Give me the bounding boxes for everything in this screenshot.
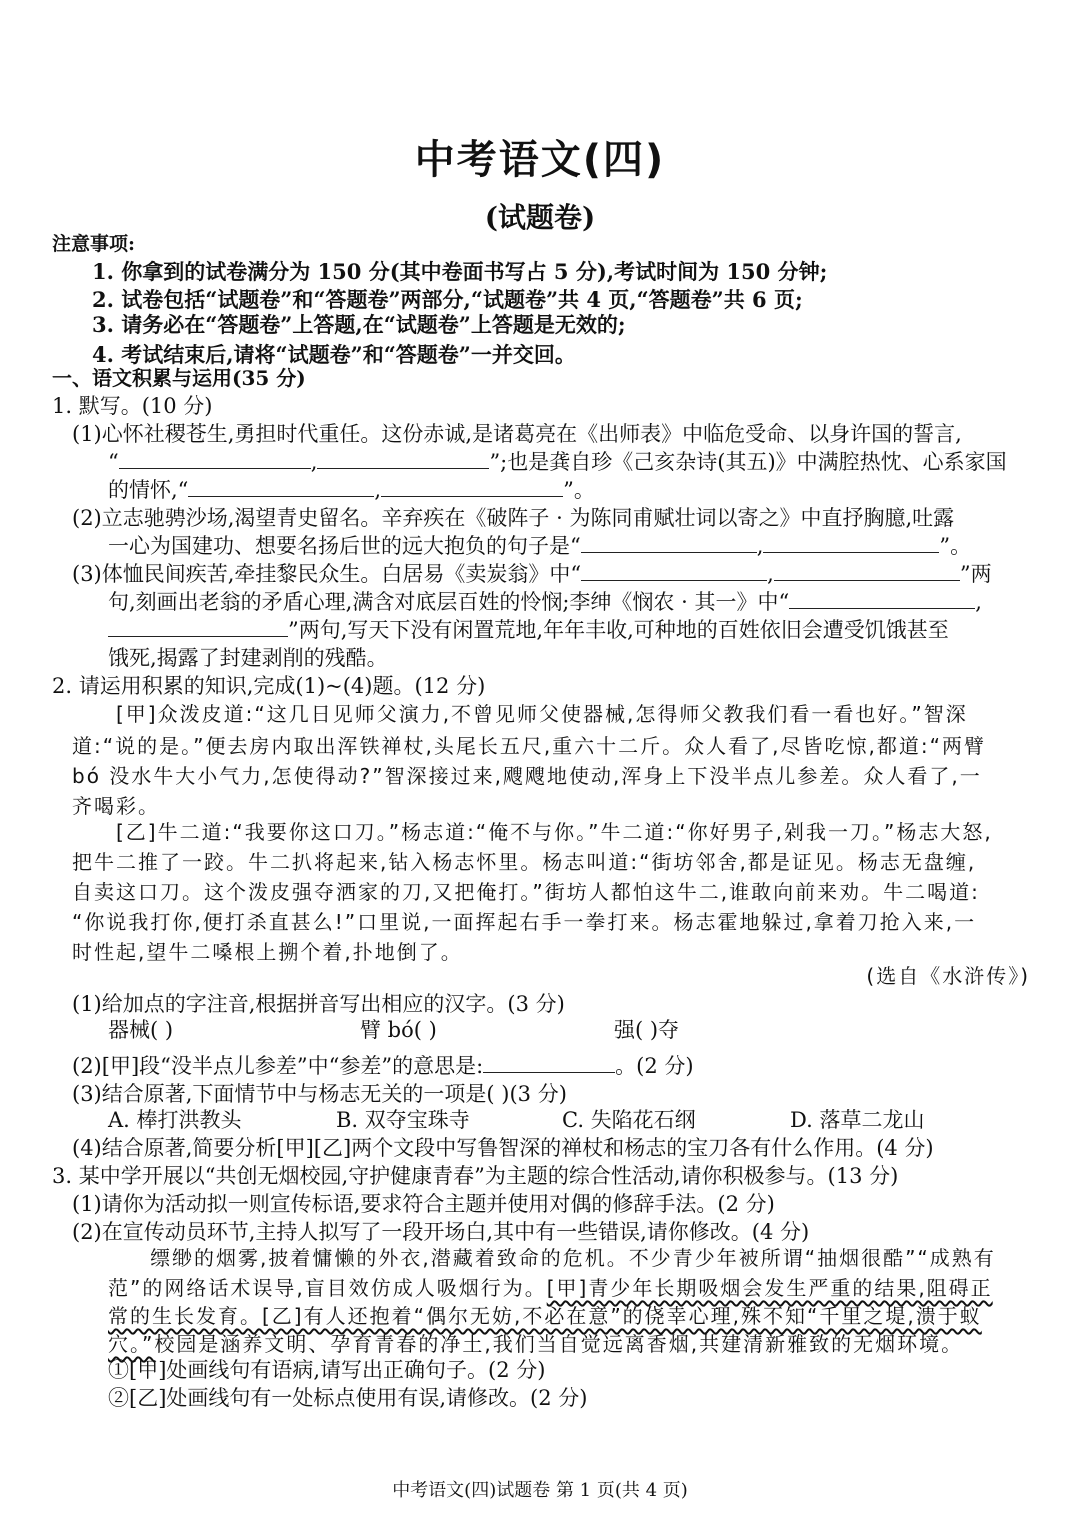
underlined-sentence-yi: [乙]有人还抱着“偶尔无妨,不必在意”的侥幸心理,殊不知“千里之堤,溃于蚁 <box>262 1304 982 1328</box>
q3-paragraph-line1: 缥缈的烟雾,披着慵懒的外衣,潜藏着致命的危机。不少青少年被所谓“抽烟很酷”“成熟有 <box>150 1246 996 1270</box>
q2-source: (选自《水浒传》) <box>866 964 1030 988</box>
section-1-heading: 一、语文积累与运用(35 分) <box>52 366 306 390</box>
q2-jia-line3: bó 没水牛大小气力,怎使得动?”智深接过来,飕飕地使动,浑身上下没半点儿参差。众人看了,一 <box>72 764 982 788</box>
answer-blank[interactable] <box>317 448 489 469</box>
answer-blank[interactable] <box>789 588 975 609</box>
q2-sub1-item-a[interactable]: 器械( ) <box>108 1018 174 1042</box>
q2-sub1-item-c[interactable]: 强( )夺 <box>614 1018 680 1042</box>
q2-jia-line1: [甲]众泼皮道:“这几日见师父演力,不曾见师父使器械,怎得师父教我们看一看也好。”智深 <box>116 702 968 726</box>
answer-blank[interactable] <box>581 560 767 581</box>
answer-blank[interactable] <box>108 616 288 637</box>
q1-part3-line2: 句,刻画出老翁的矛盾心理,满含对底层百姓的怜悯;李绅《悯农 · 其一》中“ , <box>108 590 982 614</box>
answer-blank[interactable] <box>119 448 311 469</box>
q2-sub3: (3)结合原著,下面情节中与杨志无关的一项是( )(3 分) <box>72 1082 567 1106</box>
q2-yi-line3: 自卖这口刀。这个泼皮强夺洒家的刀,又把俺打。”街坊人都怕这牛二,谁敢向前来劝。牛二喝道: <box>72 880 980 904</box>
notice-item-2: 2. 试卷包括“试题卷”和“答题卷”两部分,“试题卷”共 4 页,“答题卷”共 6 页; <box>92 287 803 312</box>
page-title: 中考语文(四) <box>414 137 666 183</box>
q2-sub2: (2)[甲]段“没半点儿参差”中“参差”的意思是: 。(2 分) <box>72 1054 694 1078</box>
q3-paragraph-line3 <box>108 1302 982 1330</box>
option-a[interactable]: A. 棒打洪教头 <box>108 1108 242 1132</box>
q1-stem: 1. 默写。(10 分) <box>52 394 213 418</box>
answer-blank[interactable] <box>483 1052 615 1073</box>
q1-part3-line1: (3)体恤民间疾苦,牵挂黎民众生。白居易《卖炭翁》中“ , ”两 <box>72 562 992 586</box>
q1-part3-line4: 饿死,揭露了封建剥削的残酷。 <box>108 646 388 670</box>
q1-part1-line1: (1)心怀社稷苍生,勇担时代重任。这份赤诚,是诸葛亮在《出师表》中临危受命、以身许国的誓言, <box>72 422 962 446</box>
q3-paragraph-line4: 穴。”校园是涵养文明、孕育青春的净土,我们当自觉远离香烟,共建清新雅致的无烟环境。 <box>108 1332 964 1356</box>
q2-yi-line4: “你说我打你,便打杀直甚么!”口里说,一面挥起右手一拳打来。杨志霍地躲过,拿着刀抢入来,一 <box>72 910 977 934</box>
option-b[interactable]: B. 双夺宝珠寺 <box>336 1108 470 1132</box>
page-footer: 中考语文(四)试题卷 第 1 页(共 4 页) <box>392 1480 688 1501</box>
option-d[interactable]: D. 落草二龙山 <box>790 1108 925 1132</box>
notice-item-1: 1. 你拿到的试卷满分为 150 分(其中卷面书写占 5 分),考试时间为 150 分钟; <box>92 259 828 284</box>
q2-sub1: (1)给加点的字注音,根据拼音写出相应的汉字。(3 分) <box>72 992 565 1016</box>
underlined-sentence-jia-end: 常的生长发育。 <box>108 1304 262 1328</box>
underlined-sentence-yi-end: 穴。” <box>108 1332 155 1356</box>
q3-sub1: (1)请你为活动拟一则宣传标语,要求符合主题并使用对偶的修辞手法。(2 分) <box>72 1192 775 1216</box>
q2-jia-line4: 齐喝彩。 <box>72 794 160 818</box>
q1-part1-line3: 的情怀,“ , ”。 <box>108 478 595 502</box>
notice-item-3: 3. 请务必在“答题卷”上答题,在“试题卷”上答题是无效的; <box>92 312 626 337</box>
q2-sub1-item-b[interactable]: 臂 bó( ) <box>360 1018 437 1042</box>
q2-yi-line5: 时性起,望牛二嗓根上搠个着,扑地倒了。 <box>72 940 463 964</box>
q3-stem: 3. 某中学开展以“共创无烟校园,守护健康青春”为主题的综合性活动,请你积极参与。(13 分) <box>52 1164 899 1188</box>
q2-yi-line1: [乙]牛二道:“我要你这口刀。”杨志道:“俺不与你。”牛二道:“你好男子,剁我一刀。”杨志大怒, <box>116 820 993 844</box>
q1-part2-line2: 一心为国建功、想要名扬后世的远大抱负的句子是“ , ”。 <box>108 534 972 558</box>
page-subtitle: (试题卷) <box>484 201 596 234</box>
answer-blank[interactable] <box>381 476 563 497</box>
q1-part2-line1: (2)立志驰骋沙场,渴望青史留名。辛弃疾在《破阵子 · 为陈同甫赋壮词以寄之》中直抒胸臆,吐露 <box>72 506 955 530</box>
answer-blank[interactable] <box>581 532 757 553</box>
underlined-sentence-jia: [甲]青少年长期吸烟会发生严重的结果,阻碍正 <box>546 1276 993 1300</box>
q3-sub2: (2)在宣传动员环节,主持人拟写了一段开场白,其中有一些错误,请你修改。(4 分) <box>72 1220 810 1244</box>
option-c[interactable]: C. 失陷花石纲 <box>562 1108 696 1132</box>
q3-paragraph-line2: 范”的网络话术误导,盲目效仿成人吸烟行为。[甲]青少年长期吸烟会发生严重的结果,阻碍正 <box>108 1276 993 1300</box>
q3-sub2-item2: ②[乙]处画线句有一处标点使用有误,请修改。(2 分) <box>108 1386 588 1410</box>
notice-item-4: 4. 考试结束后,请将“试题卷”和“答题卷”一并交回。 <box>92 342 576 367</box>
q1-part1-line2: “ , ”;也是龚自珍《己亥杂诗(其五)》中满腔热忱、心系家国 <box>108 450 1007 474</box>
answer-blank[interactable] <box>188 476 374 497</box>
q1-part3-line3: ”两句,写天下没有闲置荒地,年年丰收,可种地的百姓依旧会遭受饥饿甚至 <box>108 616 949 644</box>
q2-sub4: (4)结合原著,简要分析[甲][乙]两个文段中写鲁智深的禅杖和杨志的宝刀各有什么作用。(4 分) <box>72 1136 934 1160</box>
notice-heading: 注意事项: <box>52 233 136 255</box>
q2-stem: 2. 请运用积累的知识,完成(1)~(4)题。(12 分) <box>52 674 486 698</box>
answer-blank[interactable] <box>763 532 939 553</box>
q2-yi-line2: 把牛二推了一跤。牛二扒将起来,钻入杨志怀里。杨志叫道:“街坊邻舍,都是证见。杨志无盘缠, <box>72 850 977 874</box>
q3-sub2-item1: ①[甲]处画线句有语病,请写出正确句子。(2 分) <box>108 1358 546 1382</box>
q2-jia-line2: 道:“说的是。”便去房内取出浑铁禅杖,头尾长五尺,重六十二斤。众人看了,尽皆吃惊,都道:“两臂 <box>72 734 986 758</box>
answer-blank[interactable] <box>774 560 960 581</box>
